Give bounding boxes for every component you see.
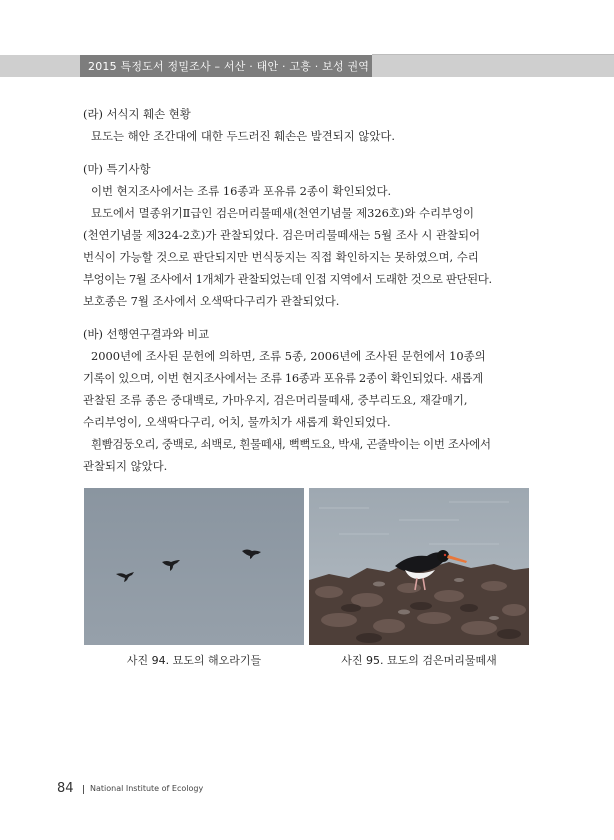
running-header-title: 2015 특정도서 정밀조사 – 서산 · 태안 · 고흥 · 보성 권역: [88, 60, 370, 73]
section-heading-ra: (라) 서식지 훼손 현황: [83, 107, 191, 121]
paragraph-line: 이번 현지조사에서는 조류 16종과 포유류 2종이 확인되었다.: [91, 184, 392, 198]
paragraph-line: 묘도에서 멸종위기Ⅱ급인 검은머리물떼새(천연기념물 제326호)와 수리부엉이: [91, 206, 474, 220]
paragraph-line: 보호종은 7월 조사에서 오색딱다구리가 관찰되었다.: [83, 294, 340, 308]
section-heading-ma: (마) 특기사항: [83, 162, 151, 176]
paragraph-line: 흰빰검둥오리, 중백로, 쇠백로, 흰물떼새, 뻑뻑도요, 박새, 곤줄박이는 이번 조사에서: [91, 437, 491, 451]
oystercatcher-photo-image: [309, 488, 529, 645]
paragraph-line: 기록이 있으며, 이번 현지조사에서는 조류 16종과 포유류 2종이 확인되었다. 새롭게: [83, 371, 483, 385]
running-header: [0, 55, 614, 77]
photo-oystercatcher: [309, 488, 529, 645]
paragraph-line: 2000년에 조사된 문헌에 의하면, 조류 5종, 2006년에 조사된 문헌에서 10종의: [91, 349, 486, 363]
paragraph-line: (천연기념물 제324-2호)가 관찰되었다. 검은머리물떼새는 5월 조사 시 관찰되어: [83, 228, 481, 242]
herons-photo-image: [84, 488, 304, 645]
footer-organization: National Institute of Ecology: [90, 784, 204, 793]
paragraph-line: 부엉이는 7월 조사에서 1개체가 관찰되었는데 인접 지역에서 도래한 것으로 판단된다.: [83, 272, 492, 286]
section-heading-ba: (바) 선행연구결과와 비교: [83, 327, 210, 341]
photo-herons-in-flight: [84, 488, 304, 645]
paragraph-line: 수리부엉이, 오색딱다구리, 어치, 물까치가 새롭게 확인되었다.: [83, 415, 391, 429]
paragraph-line: 번식이 가능할 것으로 판단되지만 번식둥지는 직접 확인하지는 못하였으며, 수리: [83, 250, 479, 264]
paragraph-line: 묘도는 해안 조간대에 대한 두드러진 훼손은 발견되지 않았다.: [91, 129, 396, 143]
caption-photo-95: 사진 95. 묘도의 검은머리물떼새: [341, 654, 497, 667]
footer-divider: [83, 785, 84, 794]
paragraph-line: 관찰된 조류 종은 중대백로, 가마우지, 검은머리물떼새, 중부리도요, 재갈매기,: [83, 393, 468, 407]
page-number: 84: [57, 781, 74, 796]
caption-photo-94: 사진 94. 묘도의 해오라기들: [126, 654, 262, 667]
body-text: [83, 103, 535, 477]
paragraph-line: 관찰되지 않았다.: [83, 459, 168, 473]
